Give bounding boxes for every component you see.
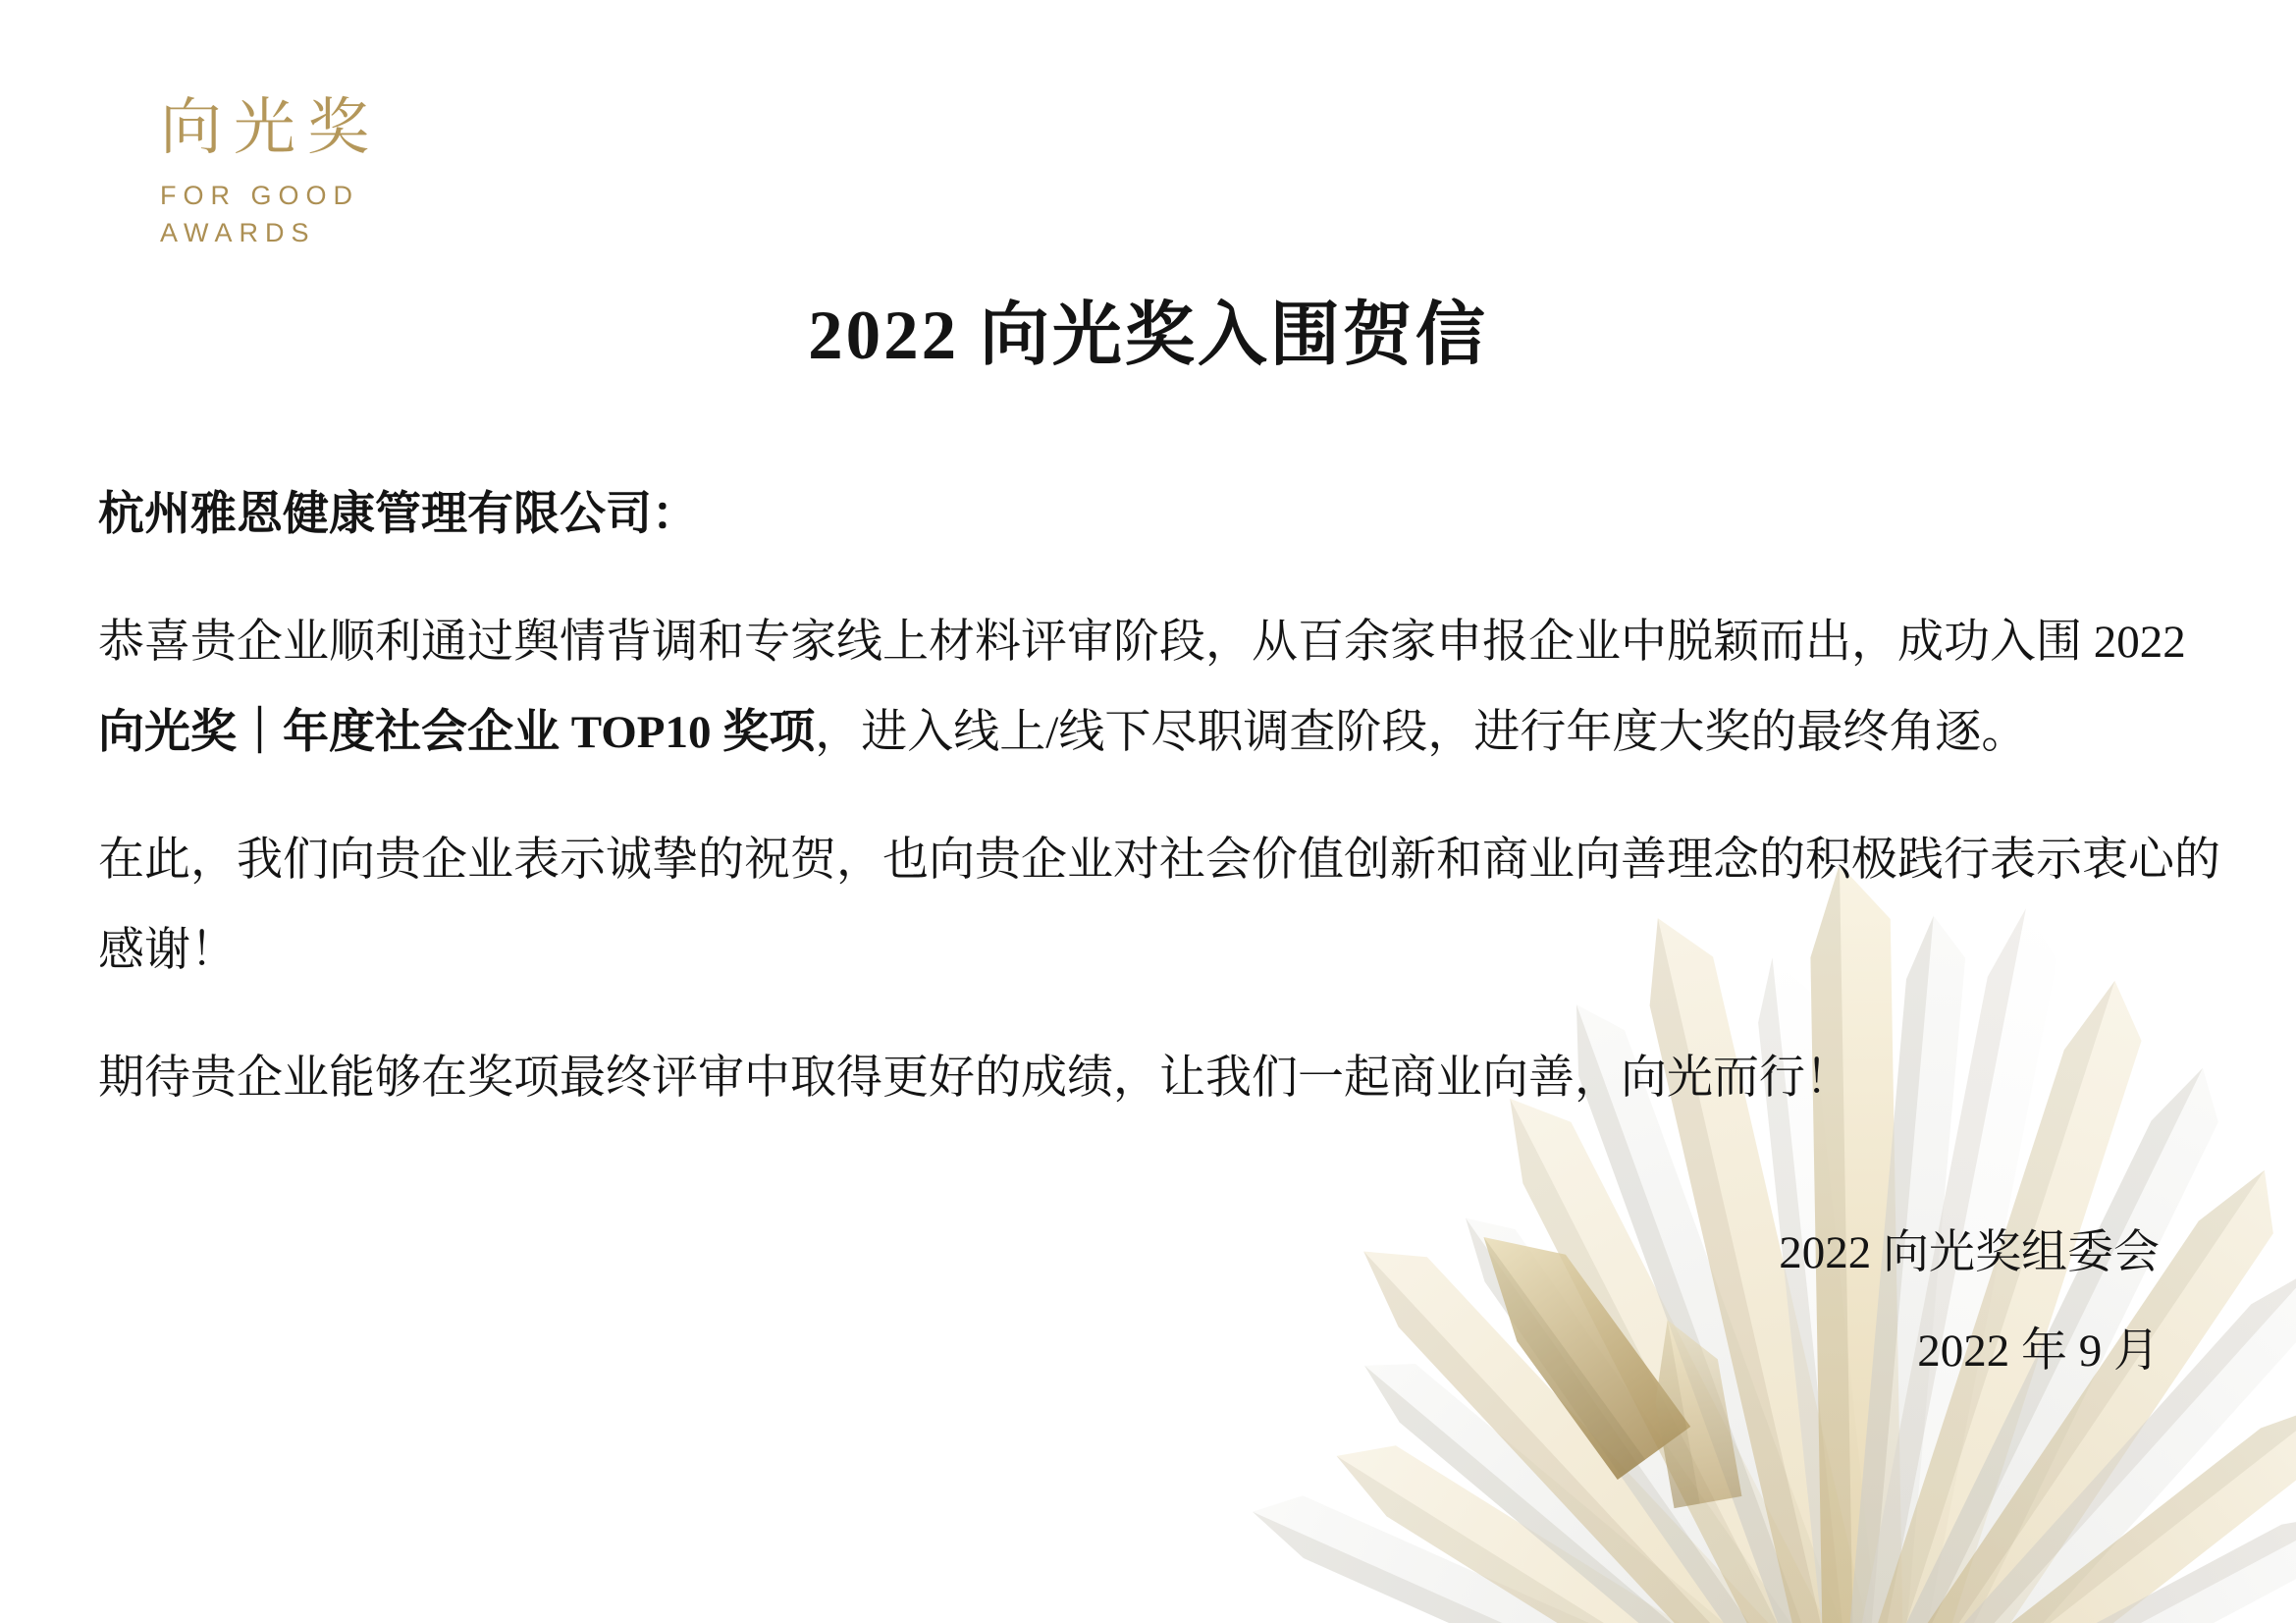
letter-title: 2022 向光奖入围贺信 xyxy=(808,298,1488,374)
paragraph-3-line-1: 期待贵企业能够在奖项最终评审中取得更好的成绩，让我们一起商业向善，向光而行！ xyxy=(98,1053,1851,1104)
paragraph-1-line-2-rest: ，进入线上/线下尽职调查阶段，进行年度大奖的最终角逐。 xyxy=(815,707,2028,758)
paragraph-2-line-2: 感谢！ xyxy=(98,925,237,976)
salutation: 杭州雅恩健康管理有限公司： xyxy=(98,489,698,540)
paragraph-3 xyxy=(98,1033,2228,1123)
signature-organization: 2022 向光奖组委会 xyxy=(1779,1227,2160,1278)
paragraph-1-line-2 xyxy=(98,687,2228,778)
paragraph-2 xyxy=(98,815,2228,996)
logo-en-line2: AWARDS xyxy=(160,218,316,247)
signature-date: 2022 年 9 月 xyxy=(1917,1325,2160,1377)
for-good-awards-logo xyxy=(160,90,381,248)
logo-en-line1: FOR GOOD xyxy=(160,181,359,210)
paragraph-1-line-1: 恭喜贵企业顺利通过舆情背调和专家线上材料评审阶段，从百余家申报企业中脱颖而出，成功入围 2022 xyxy=(98,617,2186,668)
signature-block xyxy=(1779,1206,2160,1398)
logo-cn-text: 向光奖 xyxy=(160,93,381,162)
award-name-bold: 向光奖｜年度社会企业 TOP10 奖项 xyxy=(98,707,816,758)
letter-body xyxy=(98,469,2228,1123)
paragraph-1 xyxy=(98,597,2228,778)
paragraph-2-line-1: 在此，我们向贵企业表示诚挚的祝贺，也向贵企业对社会价值创新和商业向善理念的积极践行表示衷心的 xyxy=(98,835,2220,886)
